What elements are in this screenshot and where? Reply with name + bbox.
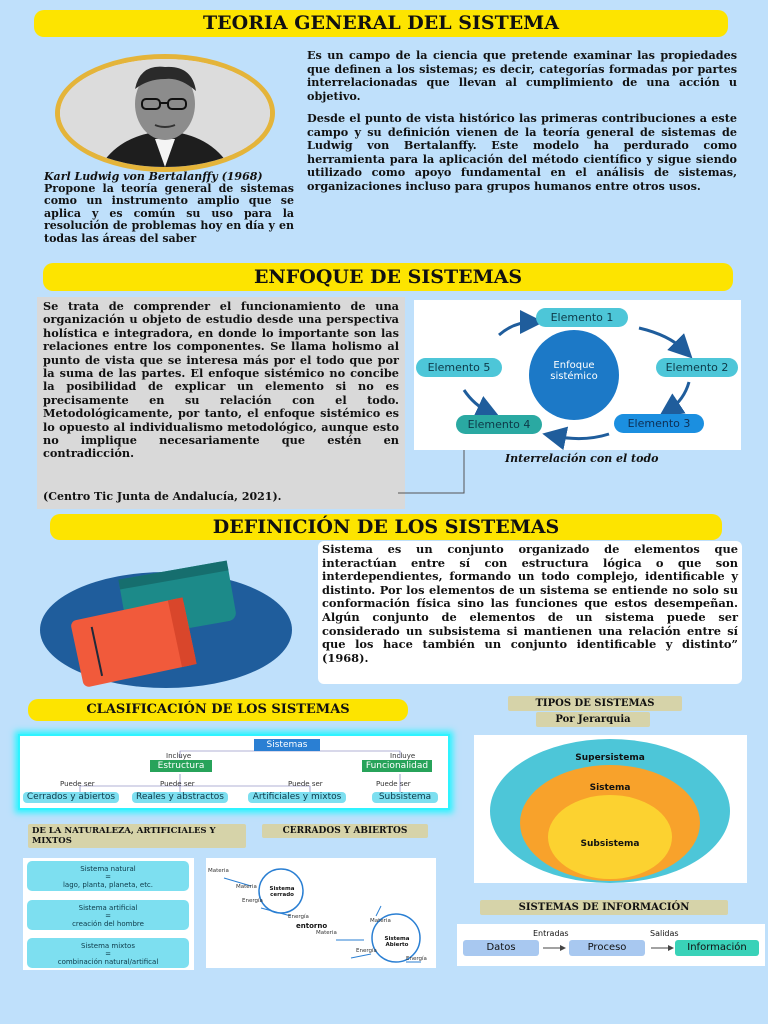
entorno-label: entorno xyxy=(296,922,328,930)
hierarchy-diagram xyxy=(474,735,747,883)
mixto-card xyxy=(27,938,189,968)
artificial-eq: = xyxy=(105,912,111,920)
portrait-image xyxy=(60,59,270,167)
natural-eq: = xyxy=(105,873,111,881)
element-4: Elemento 4 xyxy=(456,415,542,434)
books-illustration xyxy=(36,542,296,692)
diagram-caption: Interrelación con el todo xyxy=(505,452,659,465)
enfoque-citation: (Centro Tic Junta de Andalucía, 2021). xyxy=(43,490,282,503)
entradas-label: Entradas xyxy=(533,929,569,938)
puede-ser-3: Puede ser xyxy=(288,780,323,788)
leaf-subsistema: Subsistema xyxy=(372,792,438,803)
element-1: Elemento 1 xyxy=(536,308,628,327)
naturaleza-title: DE LA NATURALEZA, ARTIFICIALES Y MIXTOS xyxy=(28,824,246,848)
enfoque-banner xyxy=(43,263,733,291)
open-system-label: Sistema Abierto xyxy=(384,936,410,948)
tipos-subtitle: Por Jerarquia xyxy=(536,712,650,727)
portrait-text: Propone la teoría general de sistemas como un instrumento amplio que se aplica y es común su uso para la resolución de problemas hoy en día y en todas las áreas del saber xyxy=(44,182,294,245)
enfoque-title: ENFOQUE DE SISTEMAS xyxy=(253,266,523,288)
element-2: Elemento 2 xyxy=(656,358,738,377)
level-subsistema: Subsistema xyxy=(580,839,640,849)
incluye-right: Incluye xyxy=(390,752,416,760)
element-3: Elemento 3 xyxy=(614,414,704,433)
mixto-desc: combinación natural/artifical xyxy=(57,958,159,966)
natural-name: Sistema natural xyxy=(80,865,136,873)
branch-funcionalidad: Funcionalidad xyxy=(362,760,432,772)
natural-card xyxy=(27,861,189,891)
energia-label-2: Energía xyxy=(288,914,309,920)
incluye-left: Incluye xyxy=(166,752,192,760)
enfoque-text: Se trata de comprender el funcionamiento de una organización u objeto de estudio desde una perspectiva holística e integradora, en donde lo importante son las relaciones entre los componentes. Se llama holismo al punto de vista que se interesa más por el todo que por la suma de las partes. El enfoque sistémico no concibe la posibilidad de explicar un elemento si no es precisamente en su relación con el todo. Metodológicamente, por tanto, el enfoque sistémico es lo opuesto al individualismo metodológico, aunque esto no implique necesariamente que estén en contradicción. xyxy=(43,299,399,461)
puede-ser-4: Puede ser xyxy=(376,780,411,788)
intro-paragraph-2: Desde el punto de vista histórico las primeras contribuciones a este campo y su definición vienen de la teoría general de sistemas de Ludwig von Bertalanffy. Este modelo ha perdurado como herramienta para la aplicación del método científico y sigue siendo utilizado como apoyo fundamental en el análisis de sistemas, organizaciones incluso para grupos humanos entre otros usos. xyxy=(307,111,737,193)
materia-label-1: Materia xyxy=(208,868,229,874)
artificial-desc: creación del hombre xyxy=(72,920,144,928)
naturaleza-panel xyxy=(23,858,194,970)
mixto-eq: = xyxy=(105,950,111,958)
clasificacion-title: CLASIFICACIÓN DE LOS SISTEMAS xyxy=(86,702,350,717)
leaf-cerrados: Cerrados y abiertos xyxy=(23,792,119,803)
puede-ser-1: Puede ser xyxy=(60,780,95,788)
enfoque-text-box xyxy=(37,297,405,509)
connector-line xyxy=(398,448,478,508)
portrait-photo xyxy=(60,59,270,167)
main-title-banner xyxy=(34,10,728,37)
portrait-caption: Karl Ludwig von Bertalanffy (1968) xyxy=(44,170,263,183)
leaf-artificiales: Artificiales y mixtos xyxy=(248,792,346,803)
energia-label-1: Energía xyxy=(242,898,263,904)
definicion-banner xyxy=(50,514,722,540)
materia-label-2: Materia xyxy=(236,884,257,890)
natural-desc: lago, planta, planeta, etc. xyxy=(62,881,154,889)
artificial-card xyxy=(27,900,189,930)
closed-system-label: Sistema cerrado xyxy=(269,886,295,898)
page-title: TEORIA GENERAL DEL SISTEMA xyxy=(203,12,559,34)
element-5: Elemento 5 xyxy=(416,358,502,377)
information-flow xyxy=(457,924,765,966)
informacion-title: SISTEMAS DE INFORMACIÓN xyxy=(480,900,728,915)
leaf-reales: Reales y abstractos xyxy=(132,792,228,803)
definicion-title: DEFINICIÓN DE LOS SISTEMAS xyxy=(212,516,560,538)
center-label: Enfoque sistémico xyxy=(550,360,598,382)
step-proceso: Proceso xyxy=(569,940,645,956)
puede-ser-2: Puede ser xyxy=(160,780,195,788)
level-supersistema: Supersistema xyxy=(575,753,645,763)
cycle-diagram xyxy=(414,300,741,450)
energia-label-4: Energía xyxy=(406,956,427,962)
step-datos: Datos xyxy=(463,940,539,956)
branch-estructura: Estructura xyxy=(150,760,212,772)
energia-label-3: Energía xyxy=(356,948,377,954)
step-informacion: Información xyxy=(675,940,759,956)
intro-paragraph-1: Es un campo de la ciencia que pretende examinar las propiedades que definen a los sistemas; es decir, categorías formadas por partes interrelacionadas que llevan al cumplimiento de una acción u objetivo. xyxy=(307,48,737,103)
definicion-text: Sistema es un conjunto organizado de elementos que interactúan entre sí con estructura lógica o que son interdependientes, formando un todo complejo, identificable y distinto. Por los elementos de un sistema se entiende no solo su conformación física sino las funciones que estos desempeñan. Algún conjunto de elementos de un sistema puede ser considerado un subsistema si mantienen una relación entre sí que los hace también un conjunto identificable y distinto” (1968). xyxy=(322,542,738,665)
materia-label-3: Materia xyxy=(316,930,337,936)
portrait-frame xyxy=(55,54,275,172)
clasificacion-banner xyxy=(28,699,408,721)
definicion-text-box xyxy=(318,541,742,684)
cerrados-title: CERRADOS Y ABIERTOS xyxy=(262,824,428,838)
level-sistema: Sistema xyxy=(589,783,631,793)
mixto-name: Sistema mixtos xyxy=(80,942,135,950)
artificial-name: Sistema artificial xyxy=(78,904,138,912)
root-node: Sistemas xyxy=(254,739,320,751)
salidas-label: Salidas xyxy=(650,929,679,938)
tipos-title: TIPOS DE SISTEMAS xyxy=(508,696,682,711)
materia-label-4: Materia xyxy=(370,918,391,924)
classification-diagram xyxy=(18,734,450,810)
open-closed-diagram xyxy=(206,858,436,968)
